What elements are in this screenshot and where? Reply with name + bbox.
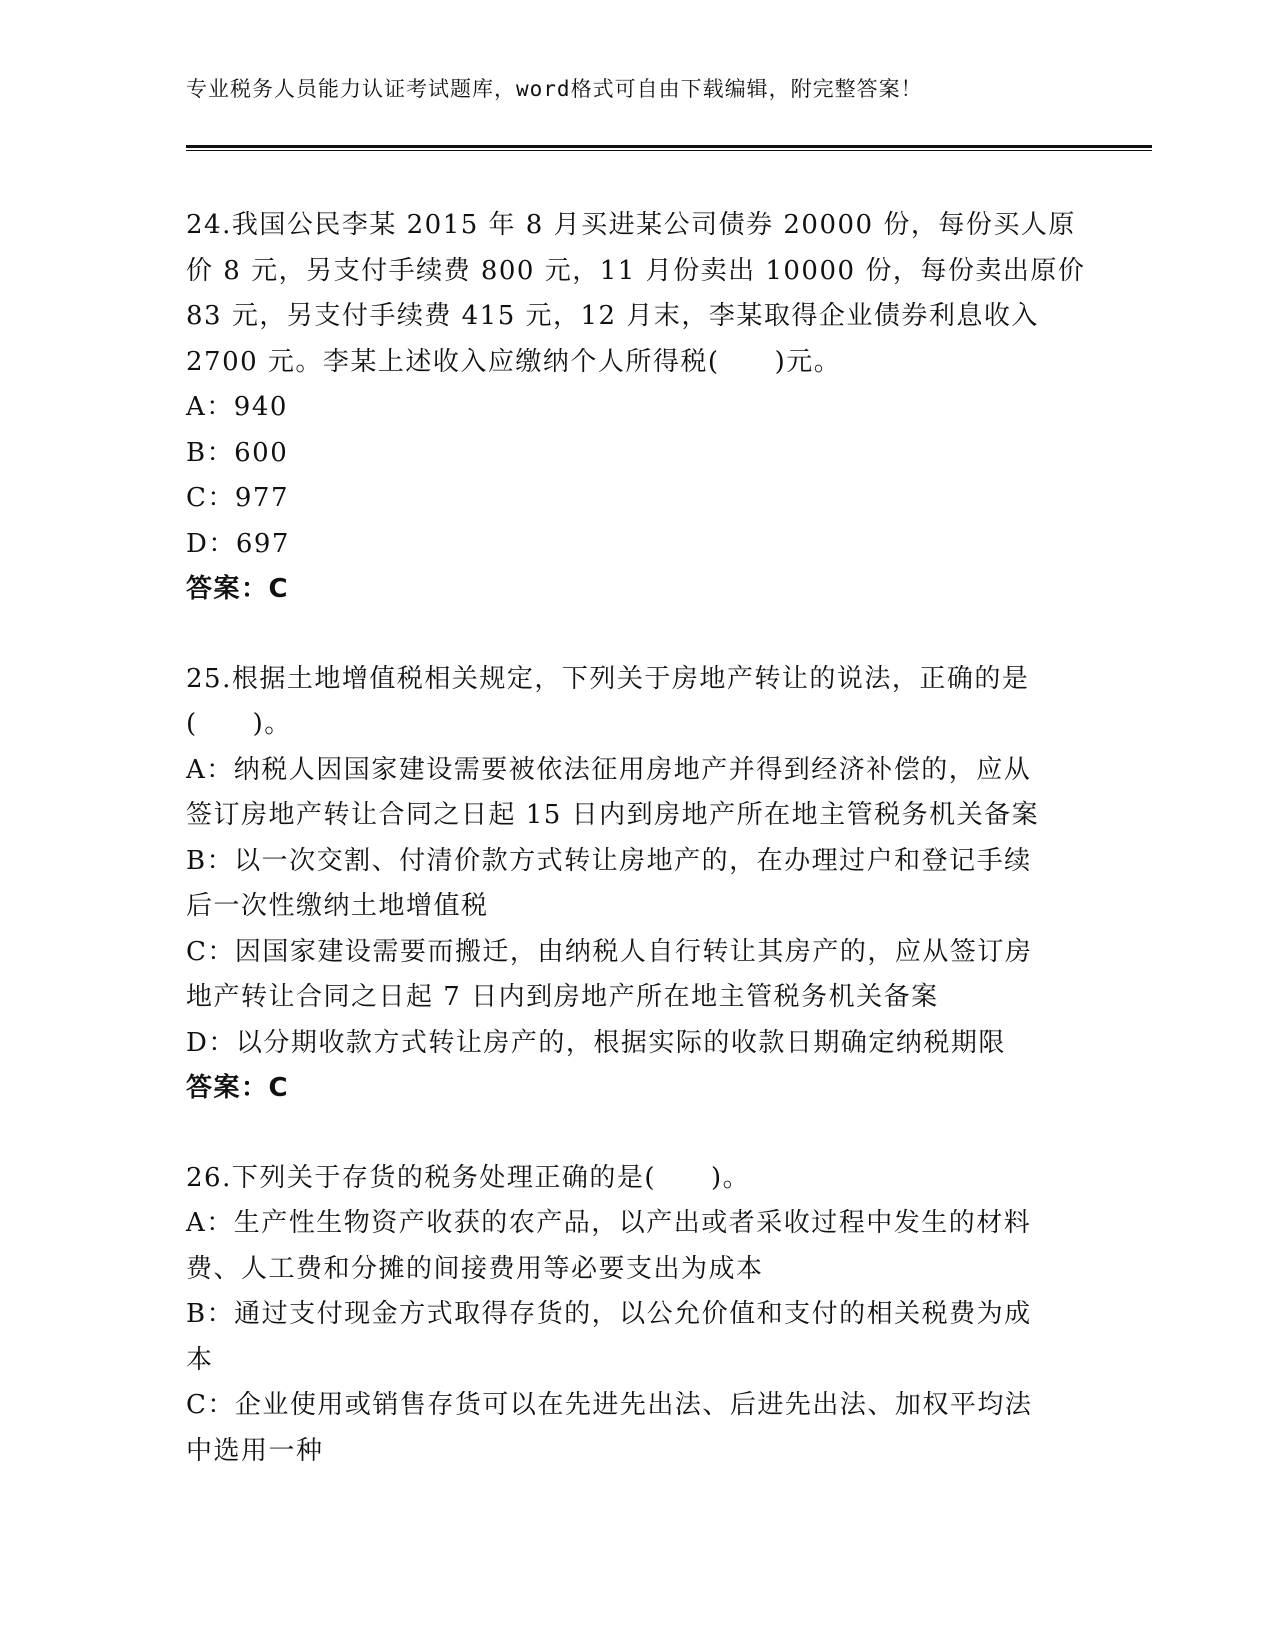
question-text-line: 价 8 元，另支付手续费 800 元，11 月份卖出 10000 份，每份卖出原价 [186,255,1086,286]
option-d: D：以分期收款方式转让房产的，根据实际的收款日期确定纳税期限 [186,1027,1006,1058]
page-header: 专业税务人员能力认证考试题库，word格式可自由下载编辑，附完整答案！ [186,77,923,101]
option-a: A：纳税人因国家建设需要被依法征用房地产并得到经济补偿的，应从 [186,754,1032,785]
option-a: A：940 [186,392,288,422]
header-rule-thin [186,150,1152,151]
question-text-line: 83 元，另支付手续费 415 元，12 月末，李某取得企业债券利息收入 [186,301,1039,331]
option-a-continued: 签订房地产转让合同之日起 15 日内到房地产所在地主管税务机关备案 [186,800,1040,830]
option-d: D：697 [186,528,290,559]
question-26 [186,1156,1086,1475]
option-a-continued: 费、人工费和分摊的间接费用等必要支出为成本 [186,1253,764,1284]
option-b: B：600 [186,437,289,468]
question-24 [186,203,1086,613]
question-text-line: 24.我国公民李某 2015 年 8 月买进某公司债券 20000 份，每份买人原 [186,210,1076,240]
question-25 [186,657,1086,1112]
question-text-line: 25.根据土地增值税相关规定，下列关于房地产转让的说法，正确的是 [186,663,1030,694]
option-c: C：因国家建设需要而搬迁，由纳税人自行转让其房产的，应从签订房 [186,936,1033,967]
option-a: A：生产性生物资产收获的农产品，以产出或者采收过程中发生的材料 [186,1208,1032,1238]
answer-label: 答案：C [186,574,290,604]
option-c: C：企业使用或销售存货可以在先进先出法、后进先出法、加权平均法 [186,1390,1033,1420]
question-list [186,203,1086,1474]
option-c-continued: 中选用一种 [186,1435,324,1466]
option-c-continued: 地产转让合同之日起 7 日内到房地产所在地主管税务机关备案 [186,982,939,1012]
option-b: B：通过支付现金方式取得存货的，以公允价值和支付的相关税费为成 [186,1299,1032,1329]
header-rule-thick [186,145,1152,148]
option-b-continued: 后一次性缴纳土地增值税 [186,891,489,921]
question-text-line: 26.下列关于存货的税务处理正确的是( )。 [186,1162,751,1193]
option-b: B：以一次交割、付清价款方式转让房地产的，在办理过户和登记手续 [186,845,1032,876]
question-spacer [186,613,1086,657]
question-text-line: ( )。 [186,709,292,739]
option-b-continued: 本 [186,1344,214,1375]
question-text-line: 2700 元。李某上述收入应缴纳个人所得税( )元。 [186,346,842,377]
option-c: C：977 [186,483,290,513]
question-spacer [186,1112,1086,1156]
answer-label: 答案：C [186,1073,290,1103]
